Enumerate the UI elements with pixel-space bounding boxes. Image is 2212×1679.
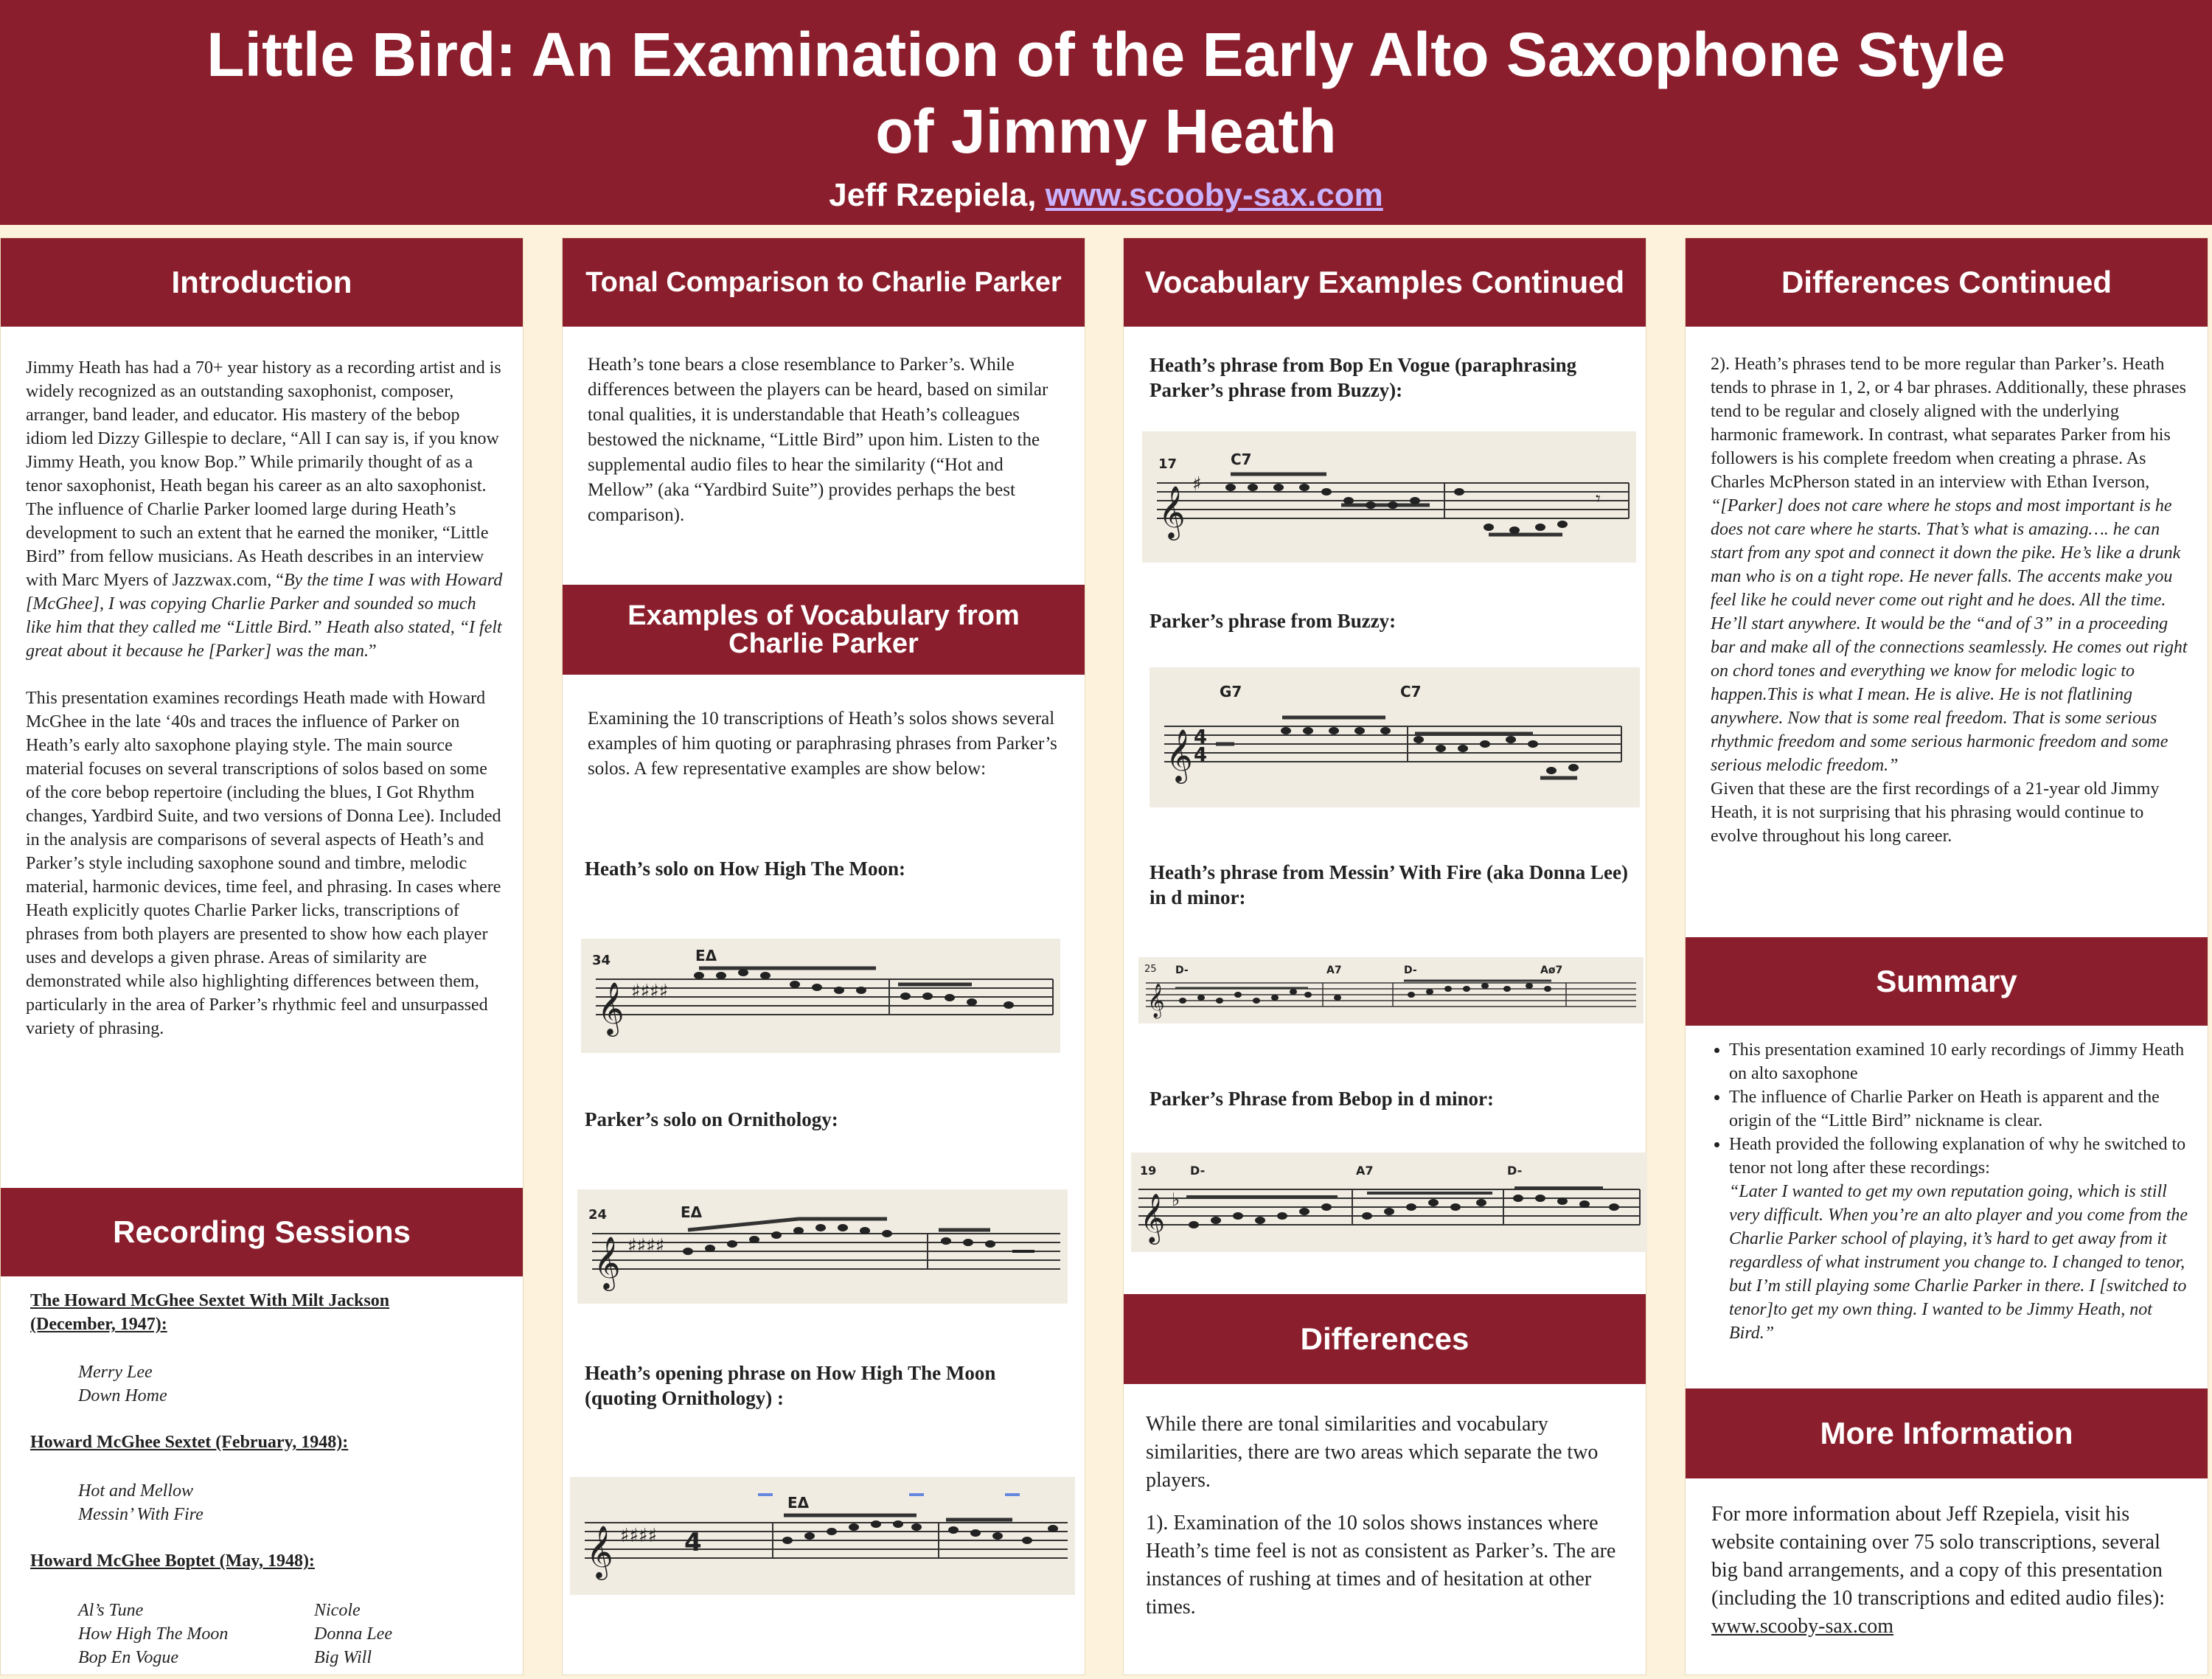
example-3-label: Heath’s opening phrase on How High The Moon (quoting Ornithology) :	[585, 1362, 996, 1409]
svg-text:4: 4	[684, 1528, 702, 1557]
differences-heading: Differences	[1124, 1294, 1646, 1384]
mcpherson-quote: “[Parker] does not care where he stops and most important is he does not care where he starts. That’s what is amazing…. he can start from any spot and connect it down the pike. He’s like a drunk man who is on a tight rope. He never falls. The accents make you feel like he could never come out right and he does. All the time. He’ll start anywhere. It would be the “and of 3” in a proceeding bar and make all of the connections seamlessly. He comes out right on chord tones and everything we know for melodic logic to happen.This is what I mean. He is alive. He is not flatlining anywhere. Now that is some real freedom. That is some serious rhythmic freedom and some serious harmonic freedom and some serious melodic freedom.”	[1711, 496, 2188, 775]
session-1-songs	[78, 1360, 167, 1408]
chord-symbol: C7	[1400, 683, 1422, 701]
chord-symbol: EΔ	[681, 1203, 703, 1221]
music-staff-graphic	[570, 1477, 1075, 1595]
session-3-songs-left	[78, 1599, 228, 1669]
song-item: Bop En Vogue	[78, 1648, 178, 1667]
example-1-label: Heath’s solo on How High The Moon:	[585, 858, 906, 880]
svg-text:𝄞: 𝄞	[594, 1235, 621, 1289]
poster-title	[0, 0, 2212, 170]
introduction-paragraph-1: Jimmy Heath has had a 70+ year history as a recording artist and is widely recognized as an outstanding saxophonist, composer, arranger, band leader, and educator. His mastery of the bebop idiom led Dizzy Gillespie to declare, “All I can say is, if you know Jimmy Heath, you know Bop.” While primarily thought of as a tenor saxophonist, Heath began his career as an alto saxophonist. The influence of Charlie Parker loomed large during Heath’s development to such an extent that he earned the moniker, “Little Bird” from fellow musicians. As Heath describes in an interview with Marc Myers of Jazzwax.com, “By the time I was with Howard [McGhee], I was copying Charlie Parker and sounded so much like him that they called me “Little Bird.” Heath also stated, “I felt great about it because he [Parker] was the man.”	[26, 358, 503, 661]
introduction-text	[26, 356, 505, 1040]
summary-list	[1704, 1038, 2191, 1345]
svg-text:♭: ♭	[1172, 1189, 1180, 1210]
song-item: How High The Moon	[78, 1624, 229, 1644]
title-line-2: of Jimmy Heath	[875, 97, 1337, 166]
svg-text:♯♯♯♯: ♯♯♯♯	[627, 1235, 665, 1257]
chord-symbol: C7	[1231, 451, 1252, 468]
column-2	[562, 237, 1085, 1675]
svg-text:𝄞: 𝄞	[597, 981, 625, 1035]
example-4-label: Heath’s phrase from Bop En Vogue (paraphrasing Parker’s phrase from Buzzy):	[1150, 354, 1577, 401]
vocabulary-continued-heading: Vocabulary Examples Continued	[1124, 238, 1646, 327]
svg-text:𝄞: 𝄞	[1147, 984, 1165, 1018]
bar-number: 25	[1144, 964, 1157, 975]
music-staff-graphic	[1142, 431, 1636, 563]
introduction-paragraph-2: This presentation examines recordings Heath made with Howard McGhee in the late ‘40s and traces the influence of Parker on Heath’s early alto saxophone playing style. The main source material focuses on several transcriptions of solos based on some of the core bebop repertoire (including the blues, I Got Rhythm changes, Yardbird Suite, and two versions of Donna Lee). Included in the analysis are comparisons of several aspects of Heath’s and Parker’s style including saxophone sound and timbre, melodic material, harmonic devices, time feel, and phrasing. In cases where Heath explicitly quotes Charlie Parker licks, transcriptions of phrases from both players are presented to show how each player uses and develops a given phrase. Areas of similarity are demonstrated while also highlighting differences between them, particularly in the area of Parker’s rhythmic feel and unsurpassed variety of phrasing.	[26, 689, 501, 1038]
gillespie-quote: By the time I was with Howard [McGhee], I was copying Charlie Parker and sounded so much like him that they called me “Little Bird.” Heath also stated, “I felt great about it because he [Parker] was the man.	[26, 571, 503, 661]
bar-number: 17	[1158, 456, 1178, 472]
summary-list-container	[1704, 1038, 2191, 1345]
differences-paragraph-1: While there are tonal similarities and vocabulary similarities, there are two areas which separate the two players.	[1146, 1413, 1599, 1492]
more-information-heading: More Information	[1686, 1388, 2208, 1478]
chord-symbol: D-	[1404, 964, 1417, 976]
session-2-title: Howard McGhee Sextet (February, 1948):	[30, 1433, 349, 1452]
tonal-comparison-heading: Tonal Comparison to Charlie Parker	[563, 238, 1085, 327]
chord-symbol: Aø7	[1540, 964, 1563, 976]
tonal-comparison-text: Heath’s tone bears a close resemblance to Parker’s. While differences between the players can be heard, based on similar tonal qualities, it is understandable that Heath’s colleagues bestowed the nickname, “Little Bird” upon him. Listen to the supplemental audio files to hear the similarity (“Hot and Mellow” (aka “Yardbird Suite”) provides perhaps the best comparison).	[588, 355, 1048, 525]
summary-bullet: • Heath provided the following explanation of why he switched to tenor not long after these recordings: “Later I wanted to get my own reputation going, which is still very difficult. When you’re an alto player and you come from the Charlie Parker school of playing, it’s hard to get away from it regardless of what instrument you change to. I changed to tenor, but I’m still playing some Charlie Parker in there. I [switched to tenor]to get my own thing. I wanted to be Jimmy Heath, not Bird.”	[1729, 1133, 2191, 1345]
svg-text:♯: ♯	[1192, 473, 1202, 496]
bar-number: 34	[592, 953, 611, 968]
chord-symbol: D-	[1190, 1164, 1206, 1178]
svg-text:4: 4	[1194, 726, 1208, 748]
introduction-heading: Introduction	[1, 238, 523, 327]
example-7-notation	[1131, 1153, 1647, 1252]
example-6-notation	[1138, 957, 1644, 1023]
session-3-songs-right	[314, 1599, 392, 1669]
chord-symbol: G7	[1220, 683, 1242, 701]
summary-heading: Summary	[1686, 937, 2208, 1026]
chord-symbol: D-	[1175, 964, 1189, 976]
summary-bullet: • This presentation examined 10 early recordings of Jimmy Heath on alto saxophone	[1729, 1038, 2191, 1085]
title-banner	[0, 0, 2212, 225]
example-4-notation	[1142, 431, 1636, 563]
example-2-notation	[577, 1189, 1068, 1304]
title-line-1: Little Bird: An Examination of the Early Alto Saxophone Style	[206, 20, 2006, 89]
music-staff-graphic	[1131, 1153, 1647, 1252]
song-item: Nicole	[314, 1601, 361, 1620]
summary-bullet: • The influence of Charlie Parker on Heath is apparent and the origin of the “Little Bird” nickname is clear.	[1729, 1085, 2191, 1133]
author-name: Jeff Rzepiela,	[829, 177, 1037, 213]
author-line	[0, 177, 2212, 214]
more-information-text: For more information about Jeff Rzepiela, visit his website containing over 75 solo transcriptions, several big band arrangements, and a copy of this presentation (including the 10 transcriptions and edited audio files): www.scooby-sax.com	[1711, 1503, 2166, 1638]
song-item: Big Will	[314, 1648, 372, 1667]
example-3-notation	[570, 1477, 1075, 1595]
author-website-link[interactable]: www.scooby-sax.com	[1045, 177, 1383, 213]
svg-text:𝄞: 𝄞	[1158, 484, 1186, 538]
heath-quote: “Later I wanted to get my own reputation going, which is still very difficult. When you’re an alto player and you come from the Charlie Parker school of playing, it’s hard to get away from it regardless of what instrument you change to. I changed to tenor, but I’m still playing some Charlie Parker in there. I [switched to tenor]to get my own thing. I wanted to be Jimmy Heath, not Bird.”	[1729, 1182, 2188, 1343]
music-staff-graphic	[577, 1189, 1068, 1304]
song-item: Al’s Tune	[78, 1601, 144, 1620]
differences-continued-heading: Differences Continued	[1686, 238, 2208, 327]
chord-symbol: D-	[1507, 1164, 1523, 1178]
differences-paragraph-2: 1). Examination of the 10 solos shows instances where Heath’s time feel is not as consistent as Parker’s. The are instances of rushing at times and of hesitation at other times.	[1146, 1512, 1616, 1619]
svg-text:𝄞: 𝄞	[1166, 728, 1193, 782]
example-2-label: Parker’s solo on Ornithology:	[585, 1108, 838, 1130]
svg-text:♯♯♯♯: ♯♯♯♯	[620, 1525, 658, 1547]
music-staff-graphic	[1138, 957, 1644, 1023]
song-item: Merry Lee	[78, 1363, 153, 1382]
bar-number: 19	[1140, 1164, 1157, 1178]
svg-text:𝄾: 𝄾	[1596, 488, 1601, 510]
session-1-title: The Howard McGhee Sextet With Milt Jackson (December, 1947):	[30, 1291, 390, 1334]
song-item: Messin’ With Fire	[78, 1505, 204, 1524]
song-item: Down Home	[78, 1386, 167, 1405]
example-5-notation	[1150, 667, 1640, 807]
column-1	[0, 237, 524, 1675]
session-2-songs	[78, 1479, 204, 1526]
svg-text:4: 4	[1194, 744, 1208, 766]
example-5-label: Parker’s phrase from Buzzy:	[1150, 610, 1397, 632]
chord-symbol: EΔ	[787, 1494, 810, 1512]
example-6-label: Heath’s phrase from Messin’ With Fire (aka Donna Lee) in d minor:	[1150, 861, 1628, 908]
recording-sessions-heading: Recording Sessions	[1, 1188, 523, 1276]
chord-symbol: A7	[1326, 964, 1342, 976]
music-staff-graphic	[581, 939, 1060, 1053]
chord-symbol: A7	[1356, 1164, 1374, 1178]
column-3	[1123, 237, 1646, 1675]
vocabulary-heading: Examples of Vocabulary from Charlie Parker	[563, 585, 1085, 675]
website-link[interactable]: www.scooby-sax.com	[1711, 1615, 1894, 1638]
music-staff-graphic	[1150, 667, 1640, 807]
example-7-label: Parker’s Phrase from Bebop in d minor:	[1150, 1088, 1494, 1110]
differences-continued-text	[1711, 352, 2190, 848]
differences-continued-paragraph: 2). Heath’s phrases tend to be more regular than Parker’s. Heath tends to phrase in 1, 2, or 4 bar phrases. Additionally, these phrases tend to be regular and closely aligned with the underlying harmonic framework. In contrast, what separates Parker from his followers is his complete freedom when creating a phrase. As Charles McPherson stated in an interview with Ethan Iverson, “[Parker] does not care where he stops and most important is he does not care where he starts. That’s what is amazing…. he can start from any spot and connect it down the pike. He’s like a drunk man who is on a tight rope. He never falls. The accents make you feel like he could never come out right and he does. All the time. He’ll start anywhere. It would be the “and of 3” in a proceeding bar and make all of the connections seamlessly. He comes out right on chord tones and everything we know for melodic logic to happen.This is what I mean. He is alive. He is not flatlining anywhere. Now that is some real freedom. That is some serious rhythmic freedom and some serious harmonic freedom and some serious melodic freedom.”	[1711, 355, 2188, 775]
bar-number: 24	[588, 1207, 608, 1223]
svg-text:♯♯♯♯: ♯♯♯♯	[631, 981, 669, 1003]
example-1-notation	[581, 939, 1060, 1053]
song-item: Hot and Mellow	[78, 1481, 193, 1501]
song-item: Donna Lee	[314, 1624, 392, 1644]
svg-text:𝄞: 𝄞	[586, 1524, 613, 1578]
svg-text:𝄞: 𝄞	[1140, 1192, 1166, 1242]
session-3-title: Howard McGhee Boptet (May, 1948):	[30, 1551, 315, 1571]
differences-continued-conclusion: Given that these are the first recordings of a 21-year old Jimmy Heath, it is not surprising that his phrasing would continue to evolve throughout his long career.	[1711, 779, 2160, 846]
chord-symbol: EΔ	[695, 947, 717, 964]
vocabulary-intro-text: Examining the 10 transcriptions of Heath’s solos shows several examples of him quoting or paraphrasing phrases from Parker’s solos. A few representative examples are show below:	[588, 709, 1057, 779]
differences-text	[1146, 1411, 1632, 1621]
column-4	[1685, 237, 2208, 1675]
